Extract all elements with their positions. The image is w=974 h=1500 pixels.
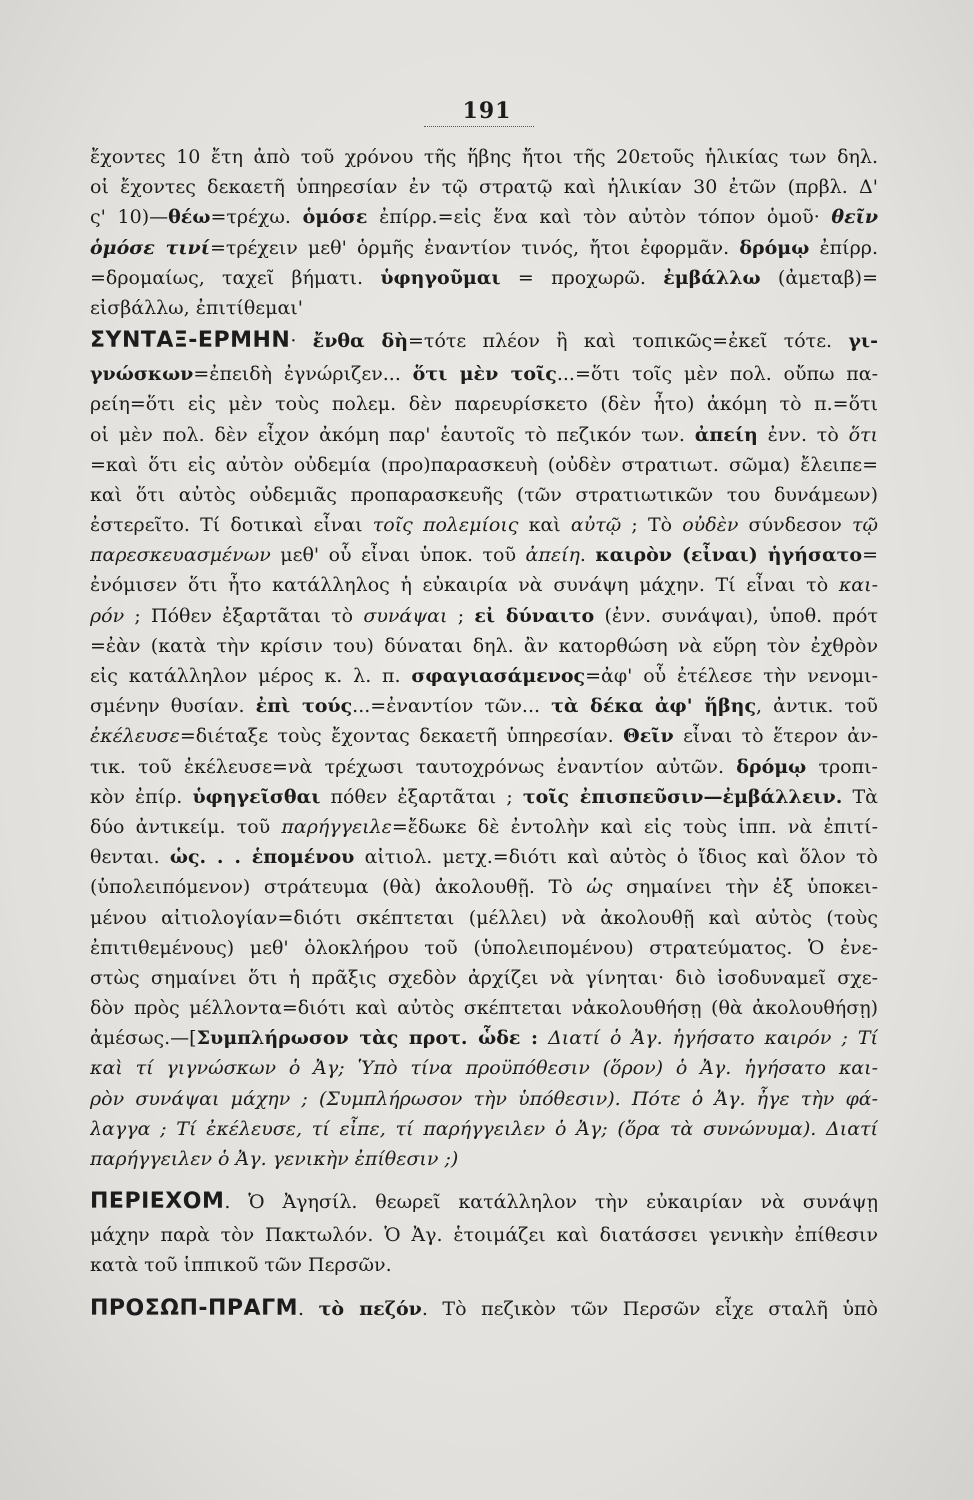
text-run: (ἐνν. συνάψαι), ὑποθ. πρότ (594, 604, 878, 627)
text-line (90, 480, 878, 510)
text-line (90, 1053, 878, 1083)
section-heading: ΠΡΟΣΩΠ-ΠΡΑΓΜ (90, 1295, 298, 1321)
text-line (90, 933, 878, 963)
bold-term: γνώσκων (90, 363, 194, 386)
text-line (90, 661, 878, 691)
text-run: =δρομαίως, ταχεῖ βήματι. (90, 266, 381, 289)
text-line (90, 323, 878, 359)
text-run: κὸν ἐπίρ. (90, 785, 193, 808)
bold-term: ἔνθα δὴ (312, 330, 409, 353)
text-line (90, 202, 878, 232)
text-line (90, 450, 878, 480)
text-run: ἔχοντες 10 ἔτη ἀπὸ τοῦ χρόνου τῆς ἥβης ἤτοι τῆς 20ετοῦς ἡλικίας των δηλ. (90, 146, 878, 168)
bold-term: ὁμόσε (302, 206, 368, 229)
text-line (90, 1291, 878, 1327)
page-number: 191 (462, 98, 512, 124)
text-run: =τρέχω. (210, 206, 303, 229)
bold-term: θέω (168, 206, 211, 229)
text-line (90, 1184, 878, 1220)
text-run: = (862, 544, 878, 567)
italic-term: παρήγγειλεν ὁ Ἀγ. γενικὴν ἐπίθεσιν ;) (90, 1148, 459, 1170)
text-line (90, 903, 878, 933)
text-run: οἱ ἔχοντες δεκαετῆ ὑπηρεσίαν ἐν τῷ στρατῷ καὶ ἡλικίαν 30 ἐτῶν (πρβλ. Δ' (90, 176, 878, 199)
text-run: τροπι- (806, 755, 878, 778)
text-run: =ἐπειδὴ ἐγνώριζεν... (193, 363, 413, 386)
text-line (90, 721, 878, 751)
text-line (90, 1144, 878, 1174)
text-line (90, 359, 878, 389)
bold-term: γι- (848, 330, 878, 353)
bold-term: σφαγιασάμενος (411, 665, 586, 687)
text-run: ἐπιτιθεμένους) μεθ' ὁλοκλήρου τοῦ (ὑπολειπομένου) στρατεύματος. Ὁ ἐνε- (90, 936, 878, 959)
bold-term: δρόμῳ (739, 236, 810, 259)
text-run: δύο ἀντικείμ. τοῦ (90, 815, 282, 838)
text-line (90, 752, 878, 782)
text-line (90, 1023, 878, 1053)
italic-term: τῷ (852, 514, 878, 537)
text-line (90, 142, 878, 172)
bold-term: Συμπλήρωσον τὰς προτ. ὧδε : (196, 1027, 539, 1050)
text-run: ἐπίρρ.=εἰς ἕνα καὶ τὸν αὐτὸν τόπον ὁμοῦ· (367, 206, 832, 229)
text-run: ἐνν. τὸ (757, 423, 849, 446)
text-run: ς' 10)— (90, 206, 169, 229)
text-run: μάχην παρὰ τὸν Πακτωλόν. Ὁ Ἀγ. ἑτοιμάζει καὶ διατάσσει γενικὴν ἐπίθεσιν (90, 1224, 878, 1247)
text-line (90, 172, 878, 202)
italic-term: καὶ τί γιγνώσκων ὁ Ἀγ; Ὑπὸ τίνα προϋπόθεσιν (ὅρον) ὁ Ἀγ. ἡγήσατο και- (90, 1057, 878, 1080)
italic-term: ὡς (586, 876, 613, 899)
bold-term: εἰ δύναιτο (474, 604, 595, 627)
text-run: σύνδεσον (738, 514, 852, 537)
text-run: πόθεν ἐξαρτᾶται ; (320, 785, 523, 808)
italic-term: αὐτῷ (570, 514, 622, 537)
bold-term: ἀπείη (694, 423, 758, 446)
text-run: οἱ μὲν πολ. δὲν εἶχον ἀκόμη παρ' ἑαυτοῖς τὸ πεζικόν των. (90, 423, 695, 446)
text-run: ἐπίρρ. (809, 236, 878, 259)
italic-term: οὐδὲν (682, 514, 739, 537)
bold-term: τοῖς ἐπισπεῦσιν—ἐμβάλλειν. (522, 785, 843, 808)
text-run: ; Πόθεν ἐξαρτᾶται τὸ (124, 604, 364, 627)
text-run: ἐνόμισεν ὅτι ἦτο κατάλληλος ἡ εὐκαιρία νὰ συνάψη μάχην. Τί εἶναι τὸ (90, 574, 839, 597)
bold-term: ἐμβάλλω (663, 266, 761, 289)
text-run: =διέταξε τοὺς ἔχοντας δεκαετῆ ὑπηρεσίαν. (179, 725, 624, 748)
bold-term: Θεῖν (623, 725, 674, 748)
bold-term: τὰ δέκα ἀφ' ἥβης (551, 695, 757, 718)
text-run: . (298, 1297, 319, 1320)
text-run: (ἀμεταβ)= (760, 266, 878, 289)
text-run: τικ. τοῦ ἐκέλευσε=νὰ τρέχωσι ταυτοχρόνως ἐναντίον αὐτῶν. (90, 755, 737, 778)
italic-term: ἀπείη (525, 544, 580, 567)
text-line (90, 570, 878, 600)
italic-term: παρήγγειλε (281, 815, 392, 838)
text-run: =τότε πλέον ἢ καὶ τοπικῶς=ἐκεῖ τότε. (408, 330, 849, 353)
text-run: . Ὁ Ἀγησίλ. θεωρεῖ κατάλληλον τὴν εὐκαιρίαν νὰ συνάψῃ (224, 1191, 878, 1214)
text-line (90, 631, 878, 661)
text-line (90, 233, 878, 263)
text-line (90, 1220, 878, 1250)
text-run: ρείη=ὅτι εἰς μὲν τοὺς πολεμ. δὲν παρευρίσκετο (δὲν ἦτο) ἀκόμη τὸ π.=ὅτι (90, 393, 878, 416)
text-run: εἰς κατάλληλον μέρος κ. λ. π. (90, 665, 412, 687)
body-text (90, 142, 878, 1327)
text-run: θενται. (90, 846, 170, 869)
text-line (90, 1114, 878, 1144)
text-run: Τὰ (842, 785, 878, 808)
text-run: δὸν πρὸς μέλλοντα=διότι καὶ αὐτὸς σκέπτεται νἀκολουθήσῃ (θὰ ἀκολουθήσῃ) (90, 997, 878, 1020)
text-run: . Τὸ πεζικὸν τῶν Περσῶν εἶχε σταλῆ ὑπὸ (421, 1297, 878, 1320)
text-run: ; (447, 604, 475, 627)
text-run: , ἀντικ. τοῦ (756, 695, 878, 718)
italic-term: ἐκέλευσε (90, 725, 180, 748)
text-run: καὶ ὅτι αὐτὸς οὐδεμιᾶς προπαρασκευῆς (τῶν στρατιωτικῶν του δυνάμεων) (90, 483, 878, 506)
text-run: =ἔδωκε δὲ ἐντολὴν καὶ εἰς τοὺς ἱππ. νὰ ἐπιτί- (391, 815, 878, 838)
text-run: =ἀφ' οὗ ἐτέλεσε τὴν νενομι- (585, 665, 878, 687)
page-number-rule (424, 126, 534, 127)
text-run (538, 1027, 548, 1049)
text-run: κατὰ τοῦ ἱππικοῦ τῶν Περσῶν. (90, 1254, 392, 1277)
bold-italic-term: θεῖν (831, 206, 878, 229)
text-run: καὶ (518, 514, 571, 537)
text-run: σημαίνει τὴν ἐξ ὑποκει- (612, 876, 878, 899)
italic-term: ρὸν συνάψαι μάχην ; (Συμπλήρωσον τὴν ὑπόθεσιν). Πότε ὁ Ἀγ. ἦγε τὴν φά- (90, 1087, 878, 1110)
paragraph-gap (90, 1281, 878, 1291)
italic-term: και- (838, 574, 878, 597)
text-line (90, 782, 878, 812)
bold-term: καιρὸν (εἶναι) ἡγήσατο (595, 544, 863, 567)
text-line (90, 1250, 878, 1280)
text-line (90, 601, 878, 631)
bold-term: ἐπὶ τούς (255, 695, 353, 718)
text-line (90, 293, 878, 323)
text-line (90, 540, 878, 570)
section-heading: ΠΕΡΙΕΧΟΜ (90, 1189, 225, 1215)
text-run: ...=ἐναντίον τῶν... (352, 695, 552, 718)
bold-term: ὡς. . . ἑπομένου (169, 846, 355, 869)
text-line (90, 263, 878, 293)
text-run: =τρέχειν μεθ' ὁρμῆς ἐναντίον τινός, ἤτοι ἐφορμᾶν. (209, 236, 740, 259)
italic-term: Διατί ὁ Ἀγ. ἡγήσατο καιρόν ; Τί (548, 1027, 878, 1050)
text-run: = προχωρῶ. (500, 266, 664, 289)
text-run: · (290, 330, 313, 353)
text-line (90, 420, 878, 450)
text-run: εἶναι τὸ ἕτερον ἀν- (673, 725, 878, 748)
italic-term: ὅτι (848, 423, 878, 446)
text-line (90, 872, 878, 902)
text-run: στὼς σημαίνει ὅτι ἡ πρᾶξις σχεδὸν ἀρχίζει νὰ γίνηται· διὸ ἰσοδυναμεῖ σχε- (90, 966, 878, 989)
text-run: ἐστερεῖτο. Τί δοτικαὶ εἶναι (90, 514, 373, 537)
section-heading: ΣΥΝΤΑΞ-ΕΡΜΗΝ (90, 328, 291, 354)
text-run: εἰσβάλλω, ἐπιτίθεμαι' (90, 296, 303, 319)
text-run: μεθ' οὗ εἶναι ὑποκ. τοῦ (270, 544, 526, 567)
text-run: ...=ὅτι τοῖς μὲν πολ. οὔπω πα- (556, 363, 878, 386)
paragraph-gap (90, 1174, 878, 1184)
text-line (90, 963, 878, 993)
text-line (90, 510, 878, 540)
text-run: (ὑπολειπόμενον) στράτευμα (θὰ) ἀκολουθῇ. Τὸ (90, 876, 587, 899)
text-run: =ἐὰν (κατὰ τὴν κρίσιν του) δύναται δηλ. ἂν κατορθώση νὰ εὕρη τὸν ἐχθρὸν (90, 634, 878, 657)
bold-term: δρόμῳ (736, 755, 807, 778)
italic-term: συνάψαι (363, 604, 448, 627)
bold-italic-term: ὁμόσε τινί (90, 236, 210, 259)
text-line (90, 1084, 878, 1114)
text-line (90, 691, 878, 721)
text-run: μένου αἰτιολογίαν=διότι σκέπτεται (μέλλει) νὰ ἀκολουθῇ καὶ αὐτὸς (τοὺς (90, 906, 878, 929)
italic-term: παρεσκευασμένων (90, 544, 271, 567)
italic-term: λαγγα ; Τί ἐκέλευσε, τί εἶπε, τί παρήγγειλεν ὁ Ἀγ; (ὅρα τὰ συνώνυμα). Διατί (90, 1117, 878, 1140)
text-run: ; Τὸ (621, 514, 683, 537)
bold-term: ὑφηγεῖσθαι (192, 785, 321, 808)
text-line (90, 993, 878, 1023)
text-line (90, 389, 878, 419)
bold-term: τὸ πεζόν (318, 1297, 422, 1320)
text-run: ἀμέσως.—[ (90, 1027, 197, 1050)
text-run: . (579, 544, 596, 567)
text-run: αἰτιολ. μετχ.=διότι καὶ αὐτὸς ὁ ἴδιος καὶ ὅλον τὸ (354, 846, 878, 869)
bold-term: ὑφηγοῦμαι (380, 266, 501, 289)
italic-term: τοῖς πολεμίοις (372, 514, 519, 537)
text-line (90, 812, 878, 842)
italic-term: ρόν (90, 604, 125, 627)
text-run: =καὶ ὅτι εἰς αὐτὸν οὐδεμία (προ)παρασκευὴ (οὐδὲν στρατιωτ. σῶμα) ἔλειπε= (90, 453, 878, 476)
text-line (90, 842, 878, 872)
text-run: σμένην θυσίαν. (90, 695, 256, 718)
bold-term: ὅτι μὲν τοῖς (412, 363, 557, 386)
